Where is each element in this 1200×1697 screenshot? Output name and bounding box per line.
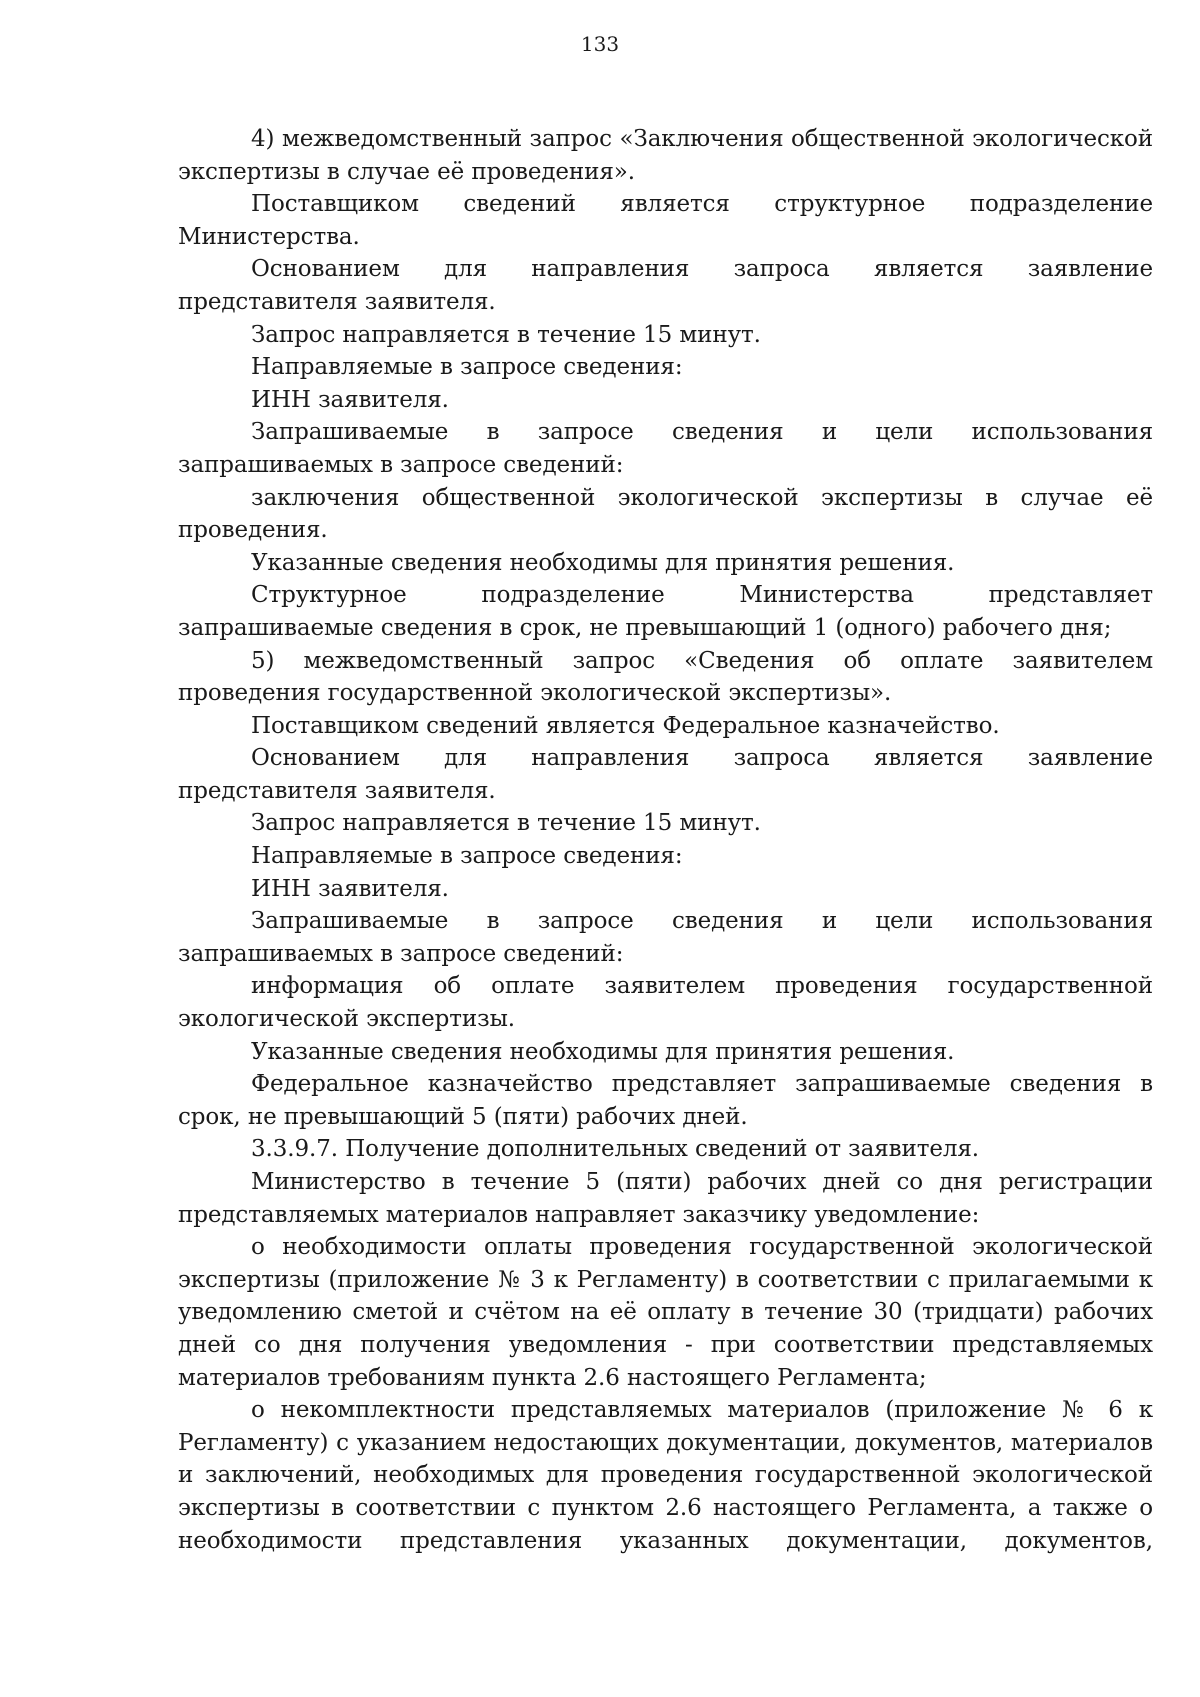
paragraph: ИНН заявителя. (251, 386, 449, 413)
paragraph: Запрос направляется в течение 15 минут. (251, 321, 761, 348)
paragraph: Запрос направляется в течение 15 минут. (251, 810, 761, 837)
paragraph: о некомплектности представляемых материалов (приложение № 6 к Регламенту) с указанием недостающих документации, документов, материалов и заключений, необходимых для проведения государственной экологической экспертизы в соответствии с пунктом 2.6 настоящего Регламента, а также о необходимости представления указанных документации, документов, (178, 1397, 1153, 1554)
paragraph: заключения общественной экологической экспертизы в случае её проведения. (178, 484, 1153, 544)
paragraph: Направляемые в запросе сведения: (251, 843, 683, 870)
paragraph: Поставщиком сведений является Федеральное казначейство. (251, 712, 1000, 739)
paragraph: Министерство в течение 5 (пяти) рабочих дней со дня регистрации представляемых материалов направляет заказчику уведомление: (178, 1169, 1153, 1228)
paragraph: Поставщиком сведений является структурное подразделение Министерства. (178, 191, 1153, 250)
paragraph: информация об оплате заявителем проведения государственной экологической экспертизы. (178, 973, 1153, 1033)
page-number: 133 (580, 32, 620, 56)
paragraph: 4) межведомственный запрос «Заключения общественной экологической экспертизы в случае её проведения». (178, 126, 1153, 185)
section-heading: 3.3.9.7. Получение дополнительных сведений от заявителя. (251, 1136, 979, 1163)
document-body (178, 123, 1153, 1557)
paragraph: 5) межведомственный запрос «Сведения об оплате заявителем проведения государственной экологической экспертизы». (178, 647, 1153, 707)
paragraph: Основанием для направления запроса является заявление представителя заявителя. (178, 256, 1153, 315)
paragraph: ИНН заявителя. (251, 875, 449, 902)
paragraph: Запрашиваемые в запросе сведения и цели использования запрашиваемых в запросе сведений: (178, 908, 1153, 967)
paragraph: Основанием для направления запроса является заявление представителя заявителя. (178, 745, 1153, 804)
paragraph: Федеральное казначейство представляет запрашиваемые сведения в срок, не превышающий 5 (пяти) рабочих дней. (178, 1071, 1153, 1130)
paragraph: Направляемые в запросе сведения: (251, 354, 683, 381)
paragraph: Структурное подразделение Министерства представляет запрашиваемые сведения в срок, не превышающий 1 (одного) рабочего дня; (178, 582, 1153, 641)
paragraph: Указанные сведения необходимы для принятия решения. (251, 1038, 955, 1065)
paragraph: о необходимости оплаты проведения государственной экологической экспертизы (приложение № 3 к Регламенту) в соответствии с прилагаемыми к уведомлению сметой и счётом на её оплату в течение 30 (тридцати) рабочих дней со дня получения уведомления - при соответствии представляемых материалов требованиям пункта 2.6 настоящего Регламента; (178, 1234, 1153, 1391)
paragraph: Указанные сведения необходимы для принятия решения. (251, 549, 955, 576)
paragraph: Запрашиваемые в запросе сведения и цели использования запрашиваемых в запросе сведений: (178, 419, 1153, 478)
